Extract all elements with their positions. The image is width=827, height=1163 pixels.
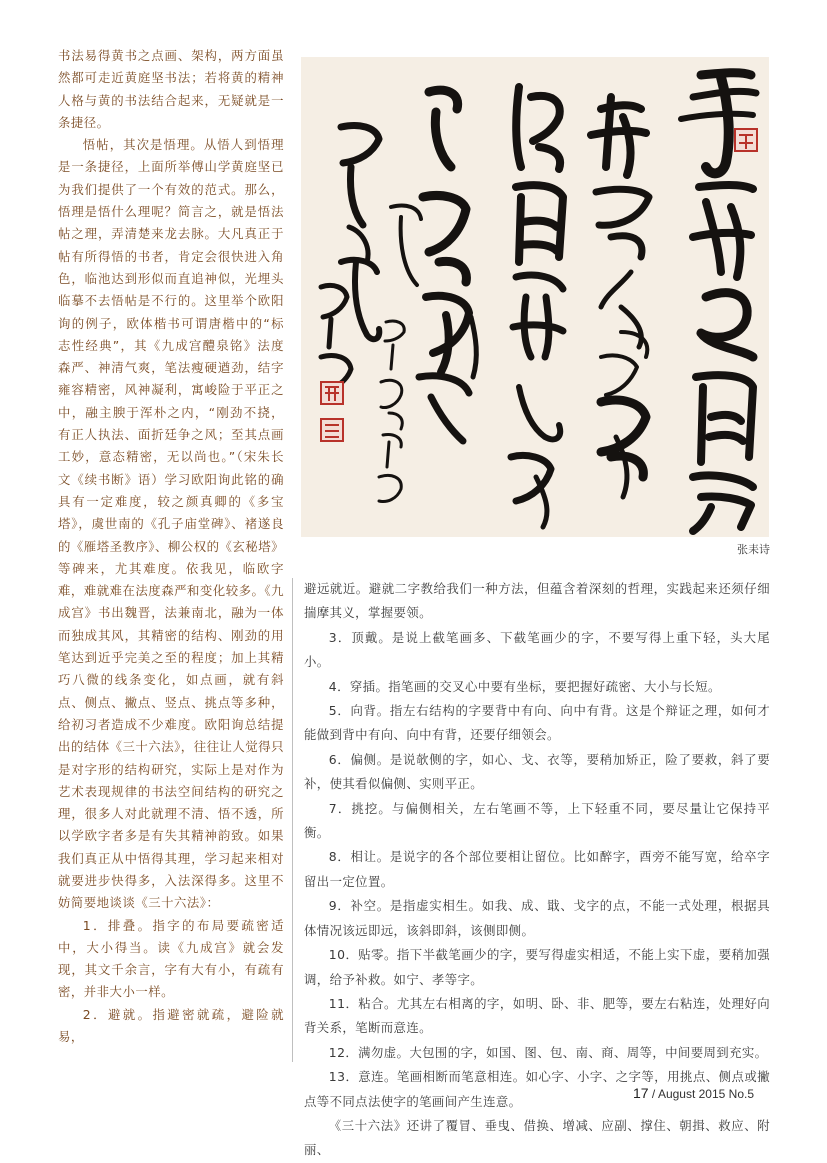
paragraph: 5．向背。指左右结构的字要背中有向、向中有背。这是个辩证之理，如何才能做到背中有向、向中有背，还要仔细领会。 — [304, 703, 770, 743]
paragraph: 9．补空。是指虚实相生。如我、成、戢、戈字的点，不能一式处理，根据具体情况该远即远，该斜即斜，该侧即侧。 — [304, 898, 770, 938]
paragraph: 6．偏侧。是说欹侧的字，如心、戈、衣等，要稍加矫正，险了要救，斜了要补，使其看似偏侧、实则平正。 — [304, 751, 770, 792]
paragraph: 2．避就。指避密就疏，避险就易， — [58, 1006, 284, 1045]
paragraph: 4．穿插。指笔画的交叉心中要有坐标，要把握好疏密、大小与长短。 — [328, 678, 721, 694]
paragraph: 13．意连。笔画相断而笔意相连。如心字、小字、之字等，用挑点、侧点或撇点等不同点法使字的笔画间产生连意。 — [304, 1069, 770, 1109]
paragraph: 悟帖，其次是悟理。从悟人到悟理是一条捷径，上面所举傅山学黄庭坚已为我们提供了一个有效的范式。那么，悟理是悟什么理呢？简言之，就是悟法帖之理，弄清楚来龙去脉。大凡真正于帖有所得悟的书者，肯定会很快进入角色，临池达到形似而直追神似，光埋头临摹不去悟帖是不行的。这里举个欧阳询的例子，欧体楷书可谓唐楷中的“标志性经典”，其《九成宫醴泉铭》法度森严、神清气爽，笔法瘦硬遒劲，结字雍容精密，风神凝利，寓峻险于平正之中，融主腴于浑朴之内，“刚劲不挠，有正人执法、面折廷争之风；至其点画工妙，意态精密，无以尚也。”（宋朱长文《续书断》语）学习欧阳询此铭的确具有一定难度，较之颜真卿的《多宝塔》，虞世南的《孔子庙堂碑》、褚遂良的《雁塔圣教序》、柳公权的《玄秘塔》等碑来，尤其难度。依我见，临欧字难，难就难在法度森严和变化较多。《九成宫》书出魏晋，法兼南北，融为一体而独成其风，其精密的结构、刚劲的用笔达到近乎完美之至的程度；加上其精巧八微的线条变化，如点画，就有斜点、侧点、撇点、竖点、挑点等多种，给初习者造成不少难度。欧阳询总结提出的结体《三十六法》，往往让人觉得只是对字形的结构研究，实际上是对作为艺术表现规律的书法空间结构的研究之理，很多人对此就理不清、悟不透，所以学欧字者多是有失其精神韵致。如果我们真正从中悟得其理，学习起来相对就要进步快得多，入法深得多。这里不妨简要地谈谈《三十六法》： — [58, 137, 284, 911]
footer-separator: / — [651, 1087, 656, 1101]
paragraph: 11．粘合。尤其左右相离的字，如明、卧、非、肥等，要左右粘连，处理好向背关系，笔断而意连。 — [304, 995, 770, 1036]
paragraph: 3．顶戴。是说上截笔画多、下截笔画少的字，不要写得上重下轻，头大尾小。 — [304, 629, 770, 670]
page-number: 17 — [633, 1085, 649, 1101]
left-column — [58, 45, 284, 1048]
paragraph: 《三十六法》还讲了覆冒、垂曳、借换、增减、应副、撑住、朝揖、救应、附丽、 — [304, 1117, 770, 1158]
paragraph: 书法易得黄书之点画、架构，两方面虽然都可走近黄庭坚书法；若将黄的精神人格与黄的书法结合起来，无疑就是一条捷径。 — [58, 48, 284, 130]
column-divider — [292, 578, 293, 1062]
issue-label: August 2015 No.5 — [657, 1087, 755, 1101]
seal-lower-2 — [321, 419, 343, 441]
paragraph: 10．贴零。指下半截笔画少的字，要写得虚实相适，不能上实下虚，要稍加强调，给予补救。如宁、孝等字。 — [304, 947, 770, 987]
paragraph: 1．排叠。指字的布局要疏密适中，大小得当。读《九成宫》就会发现，其文千余言，字有大有小，有疏有密，并非大小一样。 — [58, 917, 284, 1000]
paragraph: 8．相让。是说字的各个部位要相让留位。比如醉字，酉旁不能写宽，给卒字留出一定位置。 — [304, 849, 770, 889]
page-footer — [633, 1085, 754, 1101]
seal-upper — [735, 129, 757, 151]
paragraph: 12．满勿虚。大包围的字，如国、图、包、南、商、周等，中间要周到充实。 — [328, 1044, 768, 1060]
artwork-caption: 张耒诗 — [737, 543, 770, 556]
calligraphy-artwork — [301, 57, 769, 537]
paragraph: 避远就近。避就二字教给我们一种方法，但蕴含着深刻的哲理，实践起来还须仔细揣摩其义，掌握要领。 — [304, 581, 770, 621]
right-column — [304, 577, 770, 1163]
seal-lower — [321, 382, 343, 404]
paragraph: 7．挑挖。与偏侧相关，左右笔画不等，上下轻重不同，要尽量让它保持平衡。 — [304, 800, 770, 841]
